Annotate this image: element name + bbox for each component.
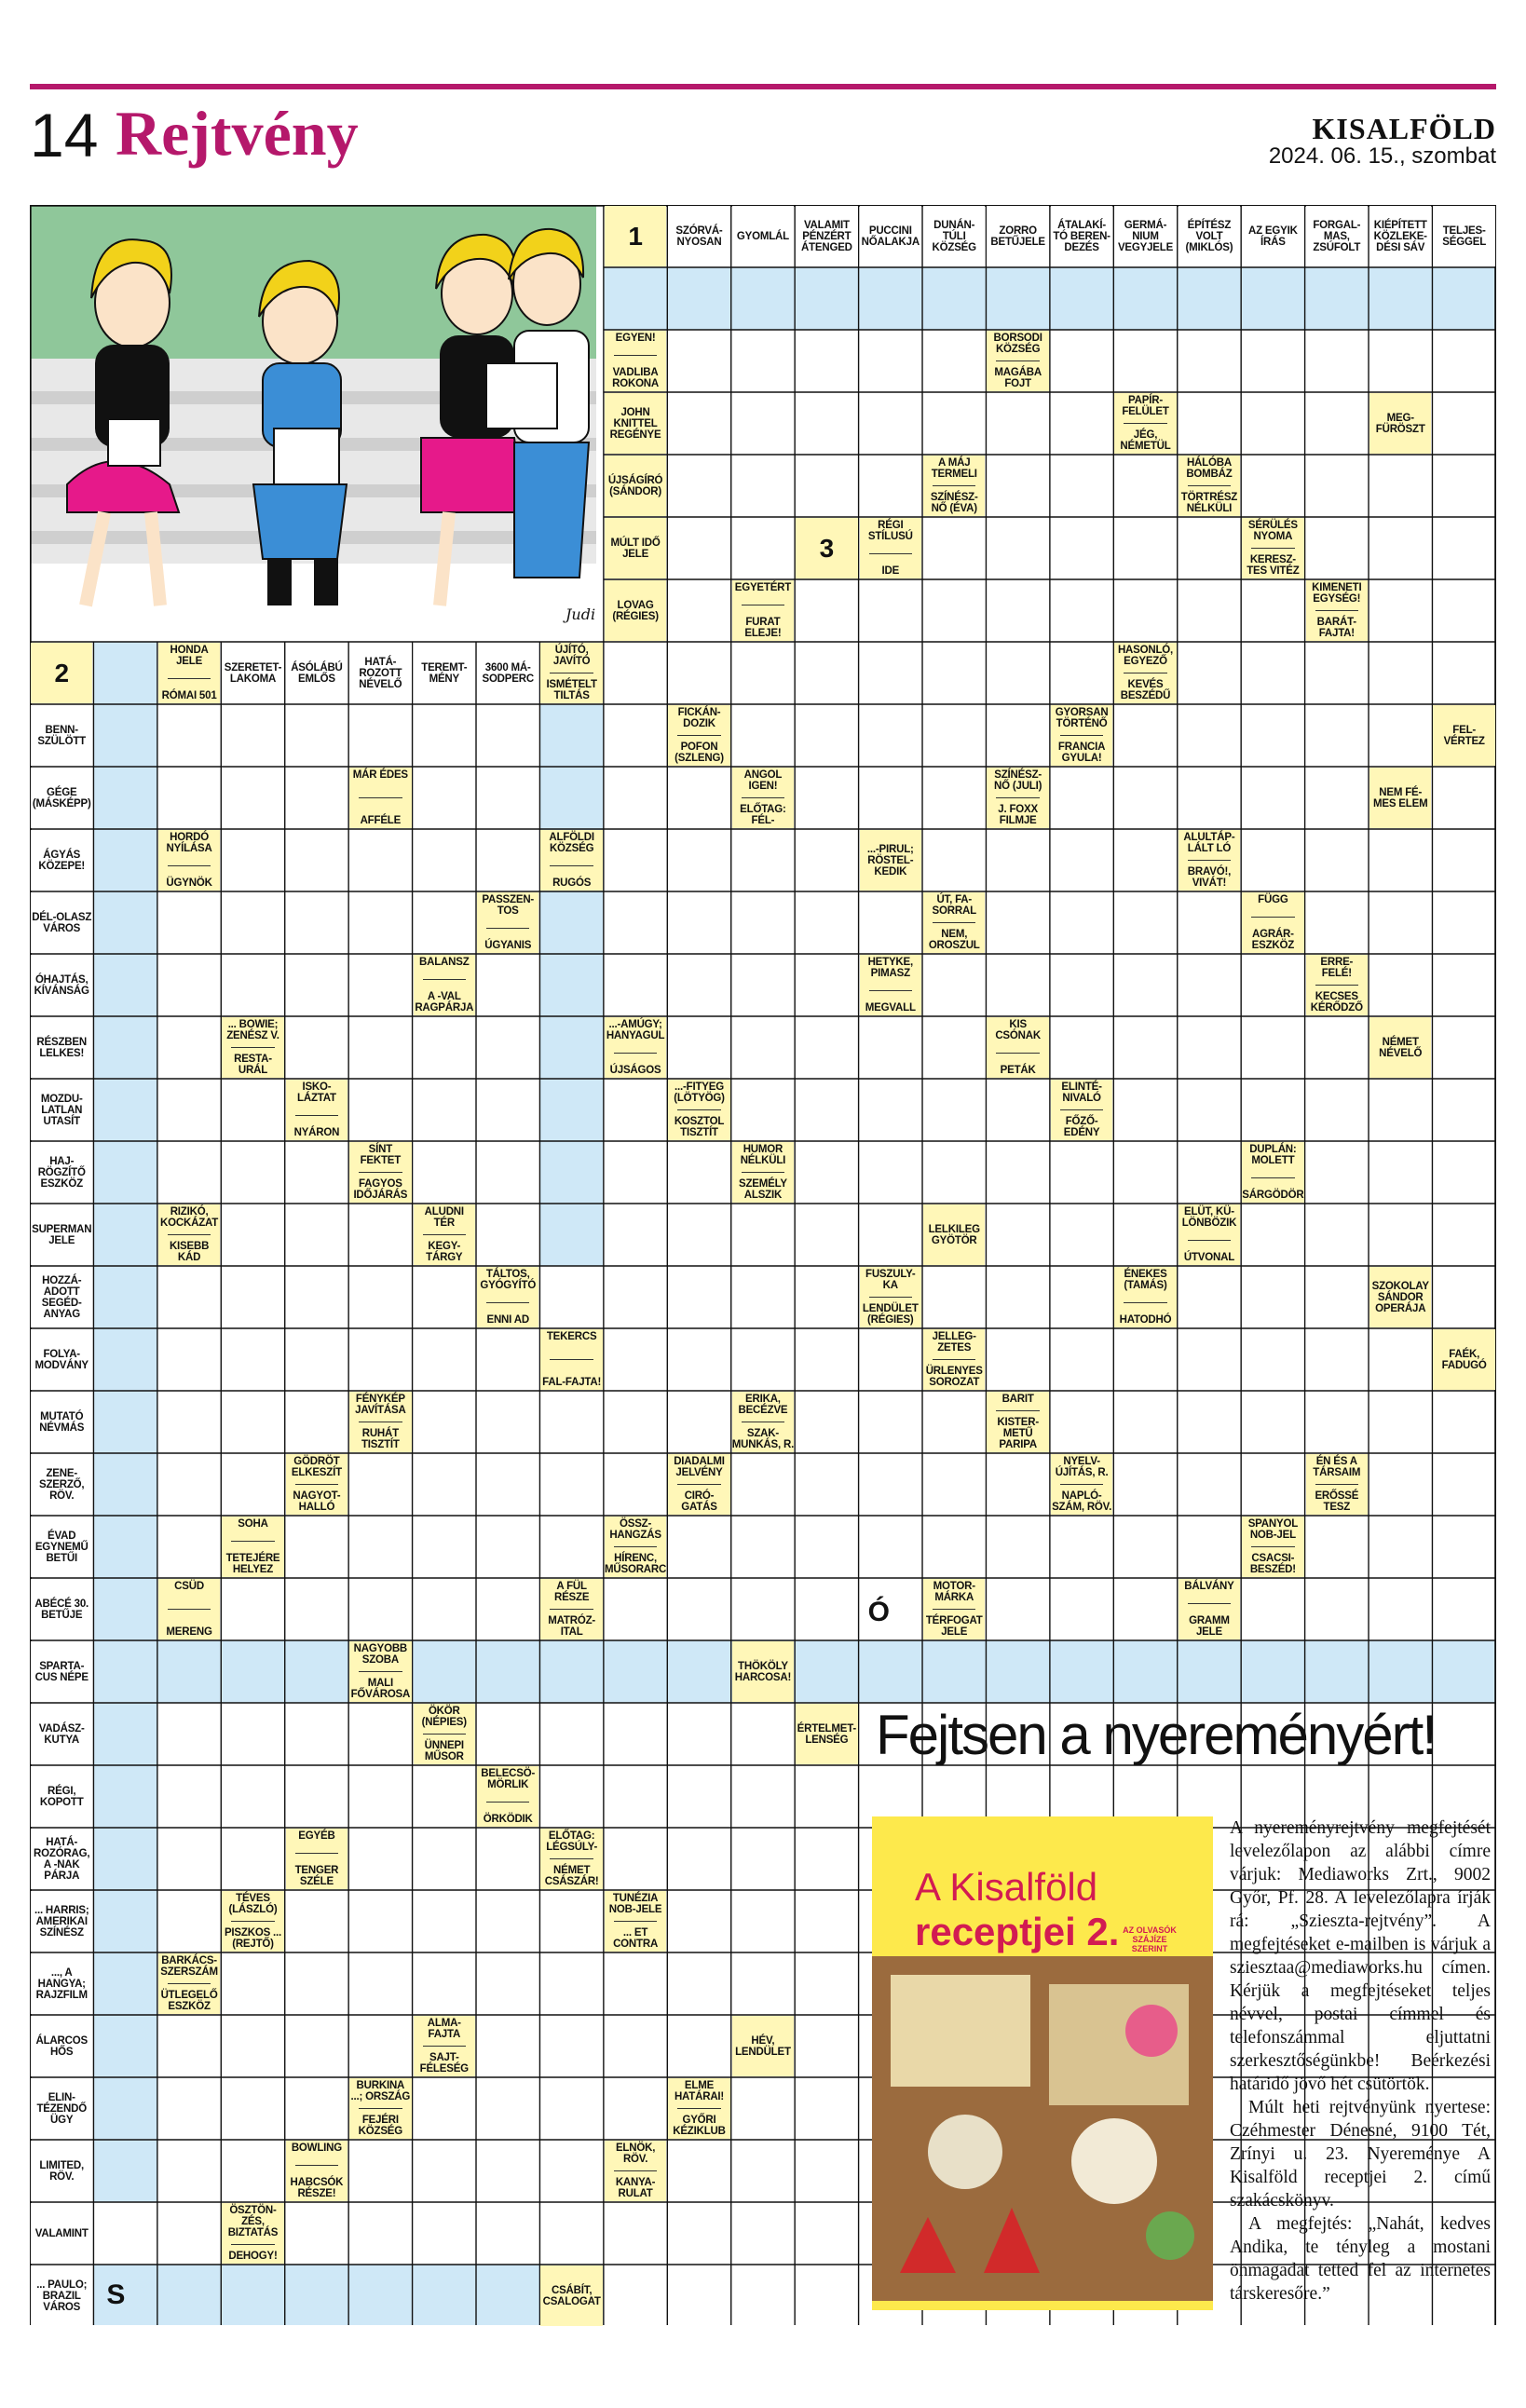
clue-text: ÉN ÉS A TÁRSAIM: [1313, 1456, 1361, 1478]
clue-text: FAL-FAJTA!: [542, 1377, 602, 1388]
clue-cell: [732, 768, 794, 828]
clue-cell: [349, 768, 411, 828]
clue-text: A -VAL RAGPÁRJA: [415, 991, 474, 1014]
clue-cell: [286, 1080, 347, 1140]
issue-date: 2024. 06. 15., szombat: [1268, 143, 1496, 169]
clue-row2-7: 3600 MÁ-SODPERC: [477, 643, 538, 703]
clue-text: HABCSÓK RÉSZE!: [290, 2177, 344, 2199]
clue-cell: [923, 1579, 985, 1639]
clue-row2-2: [158, 643, 220, 703]
clue-left-11: FOLYA-MODVÁNY: [31, 1329, 92, 1390]
clue-cell: ...-PIRUL; RÖSTEL-KEDIK: [860, 830, 921, 891]
clue-text: DIADALMI JELVÉNY: [674, 1456, 725, 1478]
clue-text: NAPLÓ-SZÁM, RÖV.: [1052, 1490, 1112, 1513]
clue-cell: [668, 705, 729, 766]
clue-text: ... BOWIE; ZENÉSZ V.: [226, 1019, 279, 1041]
clue-cell: [1306, 1454, 1368, 1515]
prize-paragraph-1: A nyereményrejtvény megfejtését levelezőlapon az alábbi címre várjuk: Mediaworks Zrt., 9002 Győr, Pf. 28. A levelezőlapra írják rá: „Szieszta-rejtvény”. A megfejtéseket e-mailben is várjuk a sziesztaa@mediaworks.hu címen. Kérjük a megfejtéseket teljes névvel, postai címmel és telefonszámmal eljuttatni szerkesztőségünkbe! Beérkezési határidő jövő hét csütörtök.: [1230, 1818, 1491, 2094]
clue-text: RUGÓS: [552, 877, 592, 889]
clue-cell: [987, 768, 1048, 828]
clue-cell: [732, 580, 794, 641]
clue-cell: [987, 331, 1048, 391]
clue-text: AFFÉLE: [360, 815, 402, 826]
clue-text: J. FOXX FILMJE: [998, 804, 1038, 826]
clue-row2-8: [540, 643, 602, 703]
clue-text: HORDÓ NYÍLÁSA: [166, 832, 212, 854]
clue-text: ALULTÁP-LÁLT LÓ: [1183, 832, 1235, 854]
clue-text: SÉRÜLÉS NYOMA: [1247, 520, 1298, 542]
clue-text: JÉG, NÉMETÜL: [1120, 429, 1171, 452]
clue-cell: [477, 1267, 538, 1327]
clue-text: MATRÓZ-ITAL: [548, 1615, 596, 1638]
book-badge: AZ OLVASÓK SZÁJÍZE SZERINT: [1123, 1925, 1177, 1953]
clue-text: HÍRENC, MŰSORARC: [605, 1553, 667, 1575]
clue-cell: THÖKÖLY HARCOSA!: [732, 1641, 794, 1702]
clue-text: ÖSSZ-HANGZÁS: [609, 1518, 661, 1541]
clue-cell: [158, 1953, 220, 2014]
clue-text: ERIKA, BECÉZVE: [738, 1394, 788, 1416]
clue-cell: [1242, 1142, 1303, 1203]
prize-paragraph-2: Múlt heti rejtvényünk nyertese: Czéhmester Dénesné, 9100 Tét, Zrínyi u. 23. Nyereménye A Kisalföld receptjei 2. című szakácskönyv.: [1230, 2098, 1491, 2211]
clue-text: ÚT, FA-SORRAL: [932, 894, 976, 917]
clue-text: NAGYOT-HALLÓ: [293, 1490, 341, 1513]
clue-cell: HÉV, LENDÜLET: [732, 2016, 794, 2076]
clue-text: JELLEG-ZETES: [932, 1331, 976, 1354]
book-title-line1: A Kisalföld: [915, 1865, 1098, 1909]
clue-cell: [286, 1454, 347, 1515]
clue-text: MERENG: [166, 1626, 212, 1638]
clue-text: CIRÓ-GATÁS: [681, 1490, 717, 1513]
clue-text: NEM, OROSZUL: [928, 929, 980, 951]
clue-cell: MEG-FÜRÖSZT: [1369, 393, 1431, 454]
clue-text: DEHOGY!: [228, 2251, 278, 2262]
clue-cell: [1179, 456, 1240, 516]
clue-text: VADLIBA ROKONA: [612, 367, 660, 389]
clue-left-5: ÓHAJTÁS, KÍVÁNSÁG: [31, 955, 92, 1015]
clue-cell: SZOKOLAY SÁNDOR OPERÁJA: [1369, 1267, 1431, 1327]
clue-top-7: ÁTALAKÍ-TÓ BEREN-DEZÉS: [1051, 206, 1112, 266]
clue-text: KEVÉS BESZÉDŰ: [1120, 679, 1171, 701]
book-food-photo: [872, 1956, 1213, 2310]
clue-text: PETÁK: [1000, 1065, 1036, 1076]
clue-text: MALI FŐVÁROSA: [350, 1678, 411, 1700]
clue-left-6: RÉSZBEN LELKES!: [31, 1017, 92, 1078]
clue-text: RÉGI STÍLUSÚ: [867, 520, 913, 542]
clue-text: TEKERCS: [546, 1331, 597, 1342]
clue-text: GYORSAN TÖRTÉNŐ: [1055, 707, 1109, 729]
clue-text: KIS CSÓNAK: [995, 1019, 1041, 1041]
clue-left-13: ZENE-SZERZŐ, RÖV.: [31, 1454, 92, 1515]
clue-text: TÉRFOGAT JELE: [925, 1615, 983, 1638]
clue-text: ANGOL IGEN!: [743, 769, 783, 792]
clue-cell: [923, 892, 985, 953]
clue-text: FICKÁN-DOZIK: [677, 707, 721, 729]
clue-left-1: BENN-SZÜLÖTT: [31, 705, 92, 766]
clue-text: BOWLING: [291, 2143, 343, 2154]
clue-text: ÚGYANIS: [484, 940, 532, 951]
clue-text: ISKO-LÁZTAT: [297, 1082, 336, 1104]
clue-text: NYÁRON: [293, 1127, 340, 1138]
clue-cell: [1179, 830, 1240, 891]
clue-text: ISMÉTELT TILTÁS: [546, 679, 597, 701]
clue-cell: CSÁBÍT, CSALOGAT: [540, 2265, 602, 2326]
clue-left-20: ... HARRIS; AMERIKAI SZÍNÉSZ: [31, 1891, 92, 1952]
clue-cell: [860, 518, 921, 578]
clue-text: KANYA-RULAT: [615, 2177, 656, 2199]
clue-text: TENGER SZÉLE: [294, 1865, 339, 1887]
clue-text: ALMA-FAJTA: [427, 2018, 461, 2040]
clue-cell: [158, 1579, 220, 1639]
clue-text: EGYEN!: [615, 333, 656, 344]
clue-text: BRAVÓ!, VIVÁT!: [1187, 866, 1232, 889]
clue-text: MÁR ÉDES: [352, 769, 408, 781]
clue-text: IDE: [881, 565, 900, 577]
clue-left-4: DÉL-OLASZ VÁROS: [31, 892, 92, 953]
clue-cell: [540, 830, 602, 891]
clue-text: BORSODI KÖZSÉG: [993, 333, 1042, 355]
clue-left-25: VALAMINT: [31, 2203, 92, 2264]
clue-cell: [158, 1204, 220, 1265]
clue-text: GÖDRÖT ELKESZÍT: [291, 1456, 342, 1478]
solution-column-2: [93, 642, 157, 2202]
clue-cell: [222, 1017, 283, 1078]
clue-cell: JOHN KNITTEL REGÉNYE: [605, 393, 666, 454]
clue-top-3: VALAMIT PÉNZÉRT ÁTENGED: [796, 206, 857, 266]
clue-text: FRANCIA GYULA!: [1057, 741, 1106, 764]
clue-cell: [1179, 1579, 1240, 1639]
clue-cell: [286, 1829, 347, 1889]
clue-text: RESTA-URÁL: [234, 1054, 272, 1076]
clue-cell: [732, 1142, 794, 1203]
clue-text: RÓMAI 501: [161, 690, 217, 701]
clue-text: KERESZ-TES VITÉZ: [1247, 554, 1300, 577]
clue-text: SÍNT FEKTET: [360, 1144, 402, 1166]
clue-cell: [222, 1891, 283, 1952]
clue-text: AGRÁR-ESZKÖZ: [1251, 929, 1295, 951]
clue-cell: [1242, 892, 1303, 953]
clue-row2-4: ÁSÓLÁBÚ EMLŐS: [286, 643, 347, 703]
clue-cell: [349, 1392, 411, 1452]
clue-text: ...-FITYEG (LÖTYÖG): [674, 1082, 725, 1104]
clue-text: CSACSI-BESZÉD!: [1249, 1553, 1296, 1575]
clue-text: CSÜD: [174, 1581, 204, 1592]
clue-cell: NÉMET NÉVELŐ: [1369, 1017, 1431, 1078]
clue-left-17: VADÁSZ-KUTYA: [31, 1704, 92, 1764]
clue-cell: [1242, 518, 1303, 578]
clue-cell: [286, 2141, 347, 2201]
clue-text: PASSZEN-TOS: [482, 894, 535, 917]
clue-text: NYELV-ÚJÍTÁS, R.: [1055, 1456, 1109, 1478]
clue-row2-6: TEREMT-MÉNY: [414, 643, 475, 703]
clue-text: ÚTVONAL: [1183, 1252, 1235, 1263]
cartoon-signature: Judi: [565, 605, 596, 623]
clue-text: EGYETÉRT: [734, 582, 792, 593]
clue-text: FŐZŐ-EDÉNY: [1063, 1116, 1100, 1138]
clue-text: KISTER-METŰ PARIPA: [997, 1417, 1039, 1450]
clue-cell: LOVAG (RÉGIES): [605, 580, 666, 641]
clue-text: PAPÍR-FELÜLET: [1122, 395, 1169, 417]
clue-text: FAGYOS IDŐJÁRÁS: [353, 1178, 408, 1201]
clue-text: LENDÜLET (RÉGIES): [862, 1303, 919, 1326]
clue-left-19: HATÁ-ROZÓRAG, A -NAK PÁRJA: [31, 1829, 92, 1889]
clue-top-6: ZORRO BETŰJELE: [987, 206, 1048, 266]
clue-text: ELME HATÁRAI!: [674, 2080, 725, 2102]
clue-text: TUNÉZIA NOB-JELE: [608, 1893, 662, 1915]
solution-marker-s: S: [106, 2279, 126, 2310]
page-number: 14: [30, 101, 99, 170]
clue-text: A MÁJ TERMELI: [931, 457, 977, 480]
clue-text: BELECSÖ-MÖRLIK: [481, 1768, 536, 1790]
clue-cell: NEM FÉ-MES ELEM: [1369, 768, 1431, 828]
clue-text: ERRE-FELÉ!: [1320, 957, 1354, 979]
clue-cell: [540, 1829, 602, 1889]
clue-top-9: ÉPÍTÉSZ VOLT (MIKLÓS): [1179, 206, 1240, 266]
clue-text: KISEBB KÁD: [169, 1241, 210, 1263]
clue-text: ÜNNEPI MŰSOR: [424, 1740, 464, 1762]
clue-cell: [349, 1641, 411, 1702]
clue-left-23: ELIN-TÉZENDŐ ÜGY: [31, 2078, 92, 2139]
clue-text: BURKINA ...; ORSZÁG: [350, 2080, 411, 2102]
header-rule: [30, 84, 1496, 89]
clue-cell: [477, 1766, 538, 1827]
clue-cell: [668, 1080, 729, 1140]
clue-text: FEJÉRI KÖZSÉG: [358, 2115, 403, 2137]
clue-text: SZÍNÉSZ-NŐ (ÉVA): [930, 492, 978, 514]
clue-cell: [414, 955, 475, 1015]
clue-text: HETYKE, PIMASZ: [867, 957, 914, 979]
clue-cell: [923, 1329, 985, 1390]
clue-left-16: SPARTA-CUS NÉPE: [31, 1641, 92, 1702]
clue-cell: [668, 1454, 729, 1515]
clue-text: ...-AMÚGY; HANYAGUL: [606, 1019, 665, 1041]
clue-top-11: FORGAL-MAS, ZSÚFOLT: [1306, 206, 1368, 266]
clue-top-8: GERMÁ-NIUM VEGYJELE: [1114, 206, 1176, 266]
solution-diagonal-3: [539, 704, 603, 1266]
clue-left-9: SUPERMAN JELE: [31, 1204, 92, 1265]
clue-text: POFON (SZLENG): [674, 741, 724, 764]
clue-text: ÖSZTÖN-ZÉS, BIZTATÁS: [227, 2205, 279, 2238]
clue-row2-3: SZERETET-LAKOMA: [222, 643, 283, 703]
clue-text: SÁRGÖDÖR: [1242, 1190, 1304, 1201]
clue-cell: [1306, 580, 1368, 641]
clue-cell: [414, 1704, 475, 1764]
clue-top-10: AZ EGYIK ÍRÁS: [1242, 206, 1303, 266]
clue-text: FÜGG: [1258, 894, 1288, 905]
clue-text: DUPLÁN: MOLETT: [1249, 1144, 1297, 1166]
clue-text: KEGY-TÁRGY: [426, 1241, 463, 1263]
clue-text: HUMOR NÉLKÜLI: [740, 1144, 786, 1166]
clue-cell: [605, 331, 666, 391]
clue-left-3: ÁGYÁS KÖZEPE!: [31, 830, 92, 891]
clue-cell: [222, 2203, 283, 2264]
clue-left-7: MOZDU-LATLAN UTASÍT: [31, 1080, 92, 1140]
clue-left-8: HAJ-RÖGZÍTŐ ESZKÖZ: [31, 1142, 92, 1203]
clue-text: MEGVALL: [865, 1002, 916, 1014]
clue-top-2: GYOMLÁL: [732, 206, 794, 266]
clue-text: MOTOR-MÁRKA: [933, 1581, 975, 1603]
clue-text: SAJT-FÉLESÉG: [419, 2052, 469, 2075]
clue-text: MAGÁBA FOJT: [994, 367, 1042, 389]
clue-row2-5: HATÁ-ROZOTT NÉVELŐ: [349, 643, 411, 703]
clue-cell: [1114, 1267, 1176, 1327]
clue-text: HASONLÓ, EGYEZŐ: [1117, 645, 1174, 667]
clue-cell: [158, 830, 220, 891]
clue-text: ALFÖLDI KÖZSÉG: [549, 832, 594, 854]
clue-text: SOHA: [238, 1518, 268, 1530]
clue-top-13: TELJES-SÉGGEL: [1433, 206, 1494, 266]
solution-number-1: 1: [605, 206, 666, 266]
clue-cell: [605, 1517, 666, 1577]
clue-text: SZÍNÉSZ-NŐ (JULI): [994, 769, 1042, 792]
clue-text: FUSZULY-KA: [865, 1269, 916, 1291]
clue-text: ELÜT, KÜ-LÖNBÖZIK: [1181, 1206, 1237, 1229]
clue-cell: [987, 1017, 1048, 1078]
prize-title: Fejtsen a nyereményért!: [876, 1704, 1436, 1766]
clue-cell: [414, 2016, 475, 2076]
clue-text: GRAMM JELE: [1189, 1615, 1230, 1638]
clue-top-1: SZÓRVÁ-NYOSAN: [668, 206, 729, 266]
clue-text: ÖKÖR (NÉPIES): [421, 1706, 467, 1728]
clue-text: FURAT ELEJE!: [744, 617, 782, 639]
clue-text: ... ET CONTRA: [613, 1927, 659, 1950]
clue-text: ALUDNI TÉR: [424, 1206, 464, 1229]
clue-cell: [349, 2078, 411, 2139]
clue-cell: [540, 1579, 602, 1639]
clue-text: ÜGYNÖK: [166, 877, 212, 889]
clue-cell: [1242, 1517, 1303, 1577]
clue-text: NÉMET CSÁSZÁR!: [544, 1865, 599, 1887]
clue-cell: LELKILEG GYÖTÖR: [923, 1204, 985, 1265]
clue-text: ÚJSÁGOS: [609, 1065, 661, 1076]
clue-left-10: HOZZÁ-ADOTT SEGÉD-ANYAG: [31, 1267, 92, 1327]
clue-cell: [1306, 955, 1368, 1015]
clue-cell: [605, 2141, 666, 2201]
clue-text: TETEJÉRE HELYEZ: [225, 1553, 280, 1575]
clue-cell: [349, 1142, 411, 1203]
clue-text: ELŐTAG: FÉL-: [740, 804, 786, 826]
solution-number-2: 2: [31, 643, 92, 703]
clue-cell: MÚLT IDŐ JELE: [605, 518, 666, 578]
clue-cell: [605, 1891, 666, 1952]
clue-cell: [1179, 1204, 1240, 1265]
clue-text: NAGYOBB SZOBA: [353, 1643, 408, 1666]
clue-cell: FEL-VÉRTEZ: [1433, 705, 1494, 766]
clue-text: ELNÖK, RÖV.: [615, 2143, 656, 2165]
clue-top-12: KIÉPÍTETT KÖZLEKE-DÉSI SÁV: [1369, 206, 1431, 266]
clue-cell: [668, 2078, 729, 2139]
clue-cell: [732, 1392, 794, 1452]
clue-cell: [1051, 705, 1112, 766]
clue-text: ENNI AD: [486, 1314, 529, 1326]
solution-number-3: 3: [796, 518, 857, 578]
clue-left-21: ..., A HANGYA; RAJZFILM: [31, 1953, 92, 2014]
clue-text: KIMENETI EGYSÉG!: [1312, 582, 1362, 605]
prize-book-cover: [872, 1816, 1213, 2310]
clue-cell: [860, 955, 921, 1015]
clue-cell: FAÉK, FADUGÓ: [1433, 1329, 1494, 1390]
clue-text: KECSES KÉRŐDZŐ: [1310, 991, 1363, 1014]
clue-top-4: PUCCINI NŐALAKJA: [860, 206, 921, 266]
clue-text: TÉVES (LÁSZLÓ): [228, 1893, 278, 1915]
clue-left-22: ÁLARCOS HŐS: [31, 2016, 92, 2076]
clue-text: ÉNEKES (TAMÁS): [1124, 1269, 1167, 1291]
clue-cell: [1051, 1080, 1112, 1140]
clue-text: FÉNYKÉP JAVÍTÁSA: [355, 1394, 406, 1416]
clue-text: ELŐTAG: LÉGSÚLY-: [546, 1830, 598, 1853]
book-title: [915, 1865, 1119, 1954]
clue-cell: [860, 1267, 921, 1327]
clue-text: ÖRKÖDIK: [483, 1814, 533, 1825]
clue-text: SZEMÉLY ALSZIK: [739, 1178, 787, 1201]
clue-text: TÖRTRÉSZ NÉLKÜLI: [1180, 492, 1238, 514]
clue-text: ÚJÍTÓ, JAVÍTÓ: [552, 645, 591, 667]
clue-left-12: MUTATÓ NÉVMÁS: [31, 1392, 92, 1452]
clue-text: TÁLTOS, GYÓGYÍTÓ: [480, 1269, 537, 1291]
prize-text: [1230, 1816, 1491, 2306]
clue-text: RIZIKÓ, KOCKÁZAT: [160, 1206, 219, 1229]
prize-paragraph-3: A megfejtés: „Nahát, kedves Andika, te tényleg a mostani önmagadat tetted fel az internetes társkeresőre.”: [1230, 2214, 1491, 2304]
clue-text: BÁLVÁNY: [1184, 1581, 1234, 1592]
clue-text: HÁLÓBA BOMBÁZ: [1186, 457, 1233, 480]
clue-top-5: DUNÁN-TÚLI KÖZSÉG: [923, 206, 985, 266]
clue-text: ELINTÉ-NIVALÓ: [1061, 1082, 1102, 1104]
clue-text: RUHÁT TISZTÍT: [361, 1428, 400, 1450]
clue-left-14: ÉVAD EGYNEMŰ BETŰI: [31, 1517, 92, 1577]
solution-marker-o: Ó: [867, 1597, 890, 1627]
clue-text: BARÁT-FAJTA!: [1316, 617, 1356, 639]
clue-cell: [605, 1017, 666, 1078]
clue-text: BALANSZ: [419, 957, 470, 968]
clue-text: ERŐSSÉ TESZ: [1315, 1490, 1359, 1513]
clue-text: EGYÉB: [298, 1830, 335, 1842]
clue-cell: [1114, 393, 1176, 454]
clue-cell: ÉRTELMET-LENSÉG: [796, 1704, 857, 1764]
clue-cell: [987, 1392, 1048, 1452]
clue-text: KOSZTOL TISZTÍT: [674, 1116, 725, 1138]
clue-cell: [1051, 1454, 1112, 1515]
section-title: Rejtvény: [116, 98, 359, 169]
book-title-line2: receptjei 2.: [915, 1910, 1120, 1953]
clue-text: ÜTLEGELŐ ESZKÖZ: [160, 1990, 218, 2012]
clue-left-26: ... PAULO; BRAZIL VÁROS: [31, 2265, 92, 2326]
clue-left-18: RÉGI, KOPOTT: [31, 1766, 92, 1827]
clue-text: A FÜL RÉSZE: [553, 1581, 590, 1603]
clue-text: GYŐRI KÉZIKLUB: [673, 2115, 726, 2137]
clue-cell: ÚJSÁGÍRÓ (SÁNDOR): [605, 456, 666, 516]
clue-text: SZAK-MUNKÁS, R.: [731, 1428, 795, 1450]
clue-text: BARKÁCS-SZERSZÁM: [160, 1955, 218, 1978]
clue-left-2: GÉGE (MÁSKÉPP): [31, 768, 92, 828]
clue-left-24: LIMITED, RÖV.: [31, 2141, 92, 2201]
clue-left-15: ABÉCÉ 30. BETŰJE: [31, 1579, 92, 1639]
newspaper-brand: KISALFÖLD: [1312, 112, 1496, 145]
clue-text: ÜRLENYES SOROZAT: [925, 1366, 983, 1388]
clue-cell: [414, 1204, 475, 1265]
clue-text: PISZKOS ... (REJTŐ): [224, 1927, 282, 1950]
clue-text: HATODHÓ: [1119, 1314, 1172, 1326]
clue-cell: [923, 456, 985, 516]
clue-cell: [1114, 643, 1176, 703]
clue-cell: [222, 1517, 283, 1577]
clue-cell: [477, 892, 538, 953]
clue-text: HONDA JELE: [170, 645, 209, 667]
clue-cell: [540, 1329, 602, 1390]
clue-text: BARIT: [1001, 1394, 1034, 1405]
clue-text: SPANYOL NOB-JEL: [1247, 1518, 1299, 1541]
